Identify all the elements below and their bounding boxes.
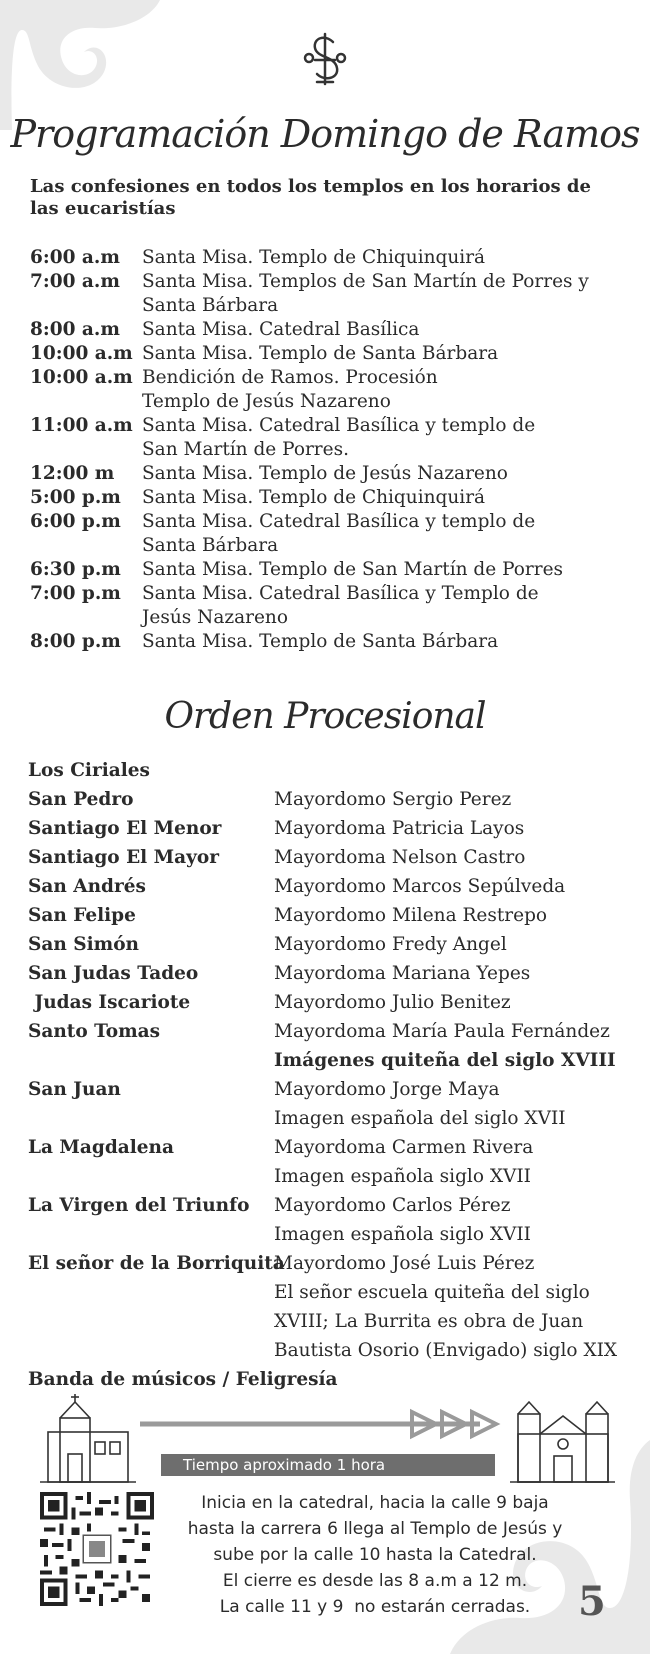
page-title: Programación Domingo de Ramos [10, 112, 640, 156]
schedule-row [30, 582, 630, 630]
procession-row [28, 988, 628, 1017]
band-label: Banda de músicos / Feligresía [28, 1369, 338, 1390]
schedule-row [30, 366, 630, 414]
schedule-row [30, 558, 630, 582]
schedule-time: 10:00 a.m [30, 367, 133, 388]
schedule-description: Santa Misa. Catedral Basílica y templo de San Martín de Porres. [142, 415, 536, 460]
jesus-nazareno-church-icon [510, 1402, 615, 1482]
schedule-row [30, 510, 630, 558]
procession-image-name: San Juan [28, 1079, 121, 1100]
schedule-row [30, 486, 630, 510]
procession-image-name: La Virgen del Triunfo [28, 1195, 250, 1216]
schedule-description: Santa Misa. Catedral Basílica [142, 319, 420, 340]
schedule-time: 7:00 a.m [30, 271, 120, 292]
schedule-row [30, 342, 630, 366]
schedule-description: Santa Misa. Templo de Santa Bárbara [142, 631, 499, 652]
procession-detail-line: Mayordomo Jorge Maya [274, 1079, 500, 1100]
procession-detail-line: Mayordomo Marcos Sepúlveda [274, 876, 566, 897]
procession-details [274, 843, 628, 872]
procession-image-name: Santiago El Mayor [28, 847, 219, 868]
procession-detail-line: Imagen española siglo XVII [274, 1224, 531, 1245]
procession-image-name: San Judas Tadeo [28, 963, 199, 984]
procession-detail-line: Mayordoma Mariana Yepes [274, 963, 531, 984]
procession-image-name: San Simón [28, 934, 139, 955]
schedule-row [30, 246, 630, 270]
procession-order [28, 756, 628, 1365]
procession-image-name: Santo Tomas [28, 1021, 161, 1042]
procession-detail-line: El señor escuela quiteña del siglo [274, 1282, 590, 1303]
schedule-description: Santa Misa. Templo de Chiquinquirá [142, 487, 486, 508]
procession-row [28, 785, 628, 814]
procession-image-name: San Felipe [28, 905, 136, 926]
mass-schedule [30, 246, 630, 654]
procession-image-name: El señor de la Borriquita [28, 1253, 285, 1274]
procession-image-name: Los Ciriales [28, 760, 150, 781]
procession-row [28, 959, 628, 988]
procession-details [274, 814, 628, 843]
procession-detail-line: Mayordoma Nelson Castro [274, 847, 526, 868]
route-line: hasta la carrera 6 llega al Templo de Jesús y [187, 1519, 563, 1539]
procession-details [274, 1017, 628, 1075]
route-description [160, 1490, 590, 1620]
schedule-description: Santa Misa. Catedral Basílica y Templo de Jesús Nazareno [142, 583, 539, 628]
procession-detail-line: Imágenes quiteña del siglo XVIII [274, 1050, 616, 1071]
procession-row [28, 843, 628, 872]
procession-row [28, 1249, 628, 1365]
confession-note: Las confesiones en todos los templos en los horarios de las eucaristías [30, 176, 591, 219]
procession-row [28, 756, 628, 785]
procession-details [274, 959, 628, 988]
procession-detail-line: Mayordomo Milena Restrepo [274, 905, 548, 926]
procession-detail-line: Mayordomo Julio Benitez [274, 992, 511, 1013]
procession-detail-line: Mayordoma María Paula Fernández [274, 1021, 610, 1042]
route-line: sube por la calle 10 hasta la Catedral. [213, 1545, 537, 1565]
schedule-description: Santa Misa. Templos de San Martín de Porres y Santa Bárbara [142, 271, 589, 316]
schedule-time: 6:00 p.m [30, 511, 121, 532]
schedule-time: 5:00 p.m [30, 487, 121, 508]
schedule-description: Santa Misa. Templo de Santa Bárbara [142, 343, 499, 364]
schedule-row [30, 270, 630, 318]
procession-detail-line: Bautista Osorio (Envigado) siglo XIX [274, 1340, 618, 1361]
procession-image-name: San Pedro [28, 789, 134, 810]
procession-row [28, 1075, 628, 1133]
route-line: El cierre es desde las 8 a.m a 12 m. [222, 1571, 528, 1591]
procession-image-name: San Andrés [28, 876, 146, 897]
procession-detail-line: Mayordoma Patricia Layos [274, 818, 525, 839]
procession-row [28, 1017, 628, 1075]
procession-details [274, 1249, 628, 1365]
schedule-time: 11:00 a.m [30, 415, 133, 436]
procession-image-name: Judas Iscariote [28, 992, 191, 1013]
procession-details [274, 785, 628, 814]
qr-code[interactable] [40, 1492, 154, 1606]
schedule-time: 8:00 p.m [30, 631, 121, 652]
procession-row [28, 814, 628, 843]
procession-details [274, 930, 628, 959]
procession-detail-line: Mayordomo Fredy Angel [274, 934, 507, 955]
route-line: Inicia en la catedral, hacia la calle 9 baja [201, 1493, 549, 1513]
procession-row [28, 930, 628, 959]
procession-detail-line: Mayordomo Carlos Pérez [274, 1195, 511, 1216]
schedule-row [30, 414, 630, 462]
procession-details [274, 901, 628, 930]
schedule-description: Santa Misa. Catedral Basílica y templo de Santa Bárbara [142, 511, 536, 556]
procession-details [274, 756, 628, 785]
schedule-time: 12:00 m [30, 463, 115, 484]
procession-detail-line: Mayordoma Carmen Rivera [274, 1137, 534, 1158]
schedule-time: 10:00 a.m [30, 343, 133, 364]
procession-details [274, 1075, 628, 1133]
procession-title: Orden Procesional [164, 696, 486, 737]
procession-row [28, 1191, 628, 1249]
schedule-time: 6:30 p.m [30, 559, 121, 580]
procession-row [28, 1133, 628, 1191]
procession-image-name: Santiago El Menor [28, 818, 222, 839]
procession-detail-line: Imagen española del siglo XVII [274, 1108, 566, 1129]
schedule-description: Santa Misa. Templo de Chiquinquirá [142, 247, 486, 268]
procession-detail-line: Mayordomo José Luis Pérez [274, 1253, 535, 1274]
schedule-description: Bendición de Ramos. Procesión Templo de Jesús Nazareno [142, 367, 438, 412]
corner-ornament-top-left [0, 0, 170, 130]
page-number: 5 [578, 1578, 606, 1625]
procession-detail-line: XVIII; La Burrita es obra de Juan [274, 1311, 584, 1332]
procession-detail-line: Mayordomo Sergio Perez [274, 789, 512, 810]
schedule-row [30, 462, 630, 486]
schedule-time: 8:00 a.m [30, 319, 120, 340]
parish-monogram-logo [295, 28, 355, 88]
procession-details [274, 1191, 628, 1249]
schedule-row [30, 318, 630, 342]
procession-details [274, 1133, 628, 1191]
procession-details [274, 988, 628, 1017]
procession-details [274, 872, 628, 901]
schedule-row [30, 630, 630, 654]
schedule-description: Santa Misa. Templo de Jesús Nazareno [142, 463, 508, 484]
schedule-time: 7:00 p.m [30, 583, 121, 604]
procession-image-name: La Magdalena [28, 1137, 174, 1158]
route-line: La calle 11 y 9 no estarán cerradas. [219, 1597, 531, 1617]
cathedral-icon [40, 1394, 136, 1482]
schedule-time: 6:00 a.m [30, 247, 120, 268]
schedule-description: Santa Misa. Templo de San Martín de Porres [142, 559, 564, 580]
procession-row [28, 872, 628, 901]
procession-row [28, 901, 628, 930]
duration-banner: Tiempo aproximado 1 hora [161, 1454, 495, 1476]
procession-detail-line: Imagen española siglo XVII [274, 1166, 531, 1187]
